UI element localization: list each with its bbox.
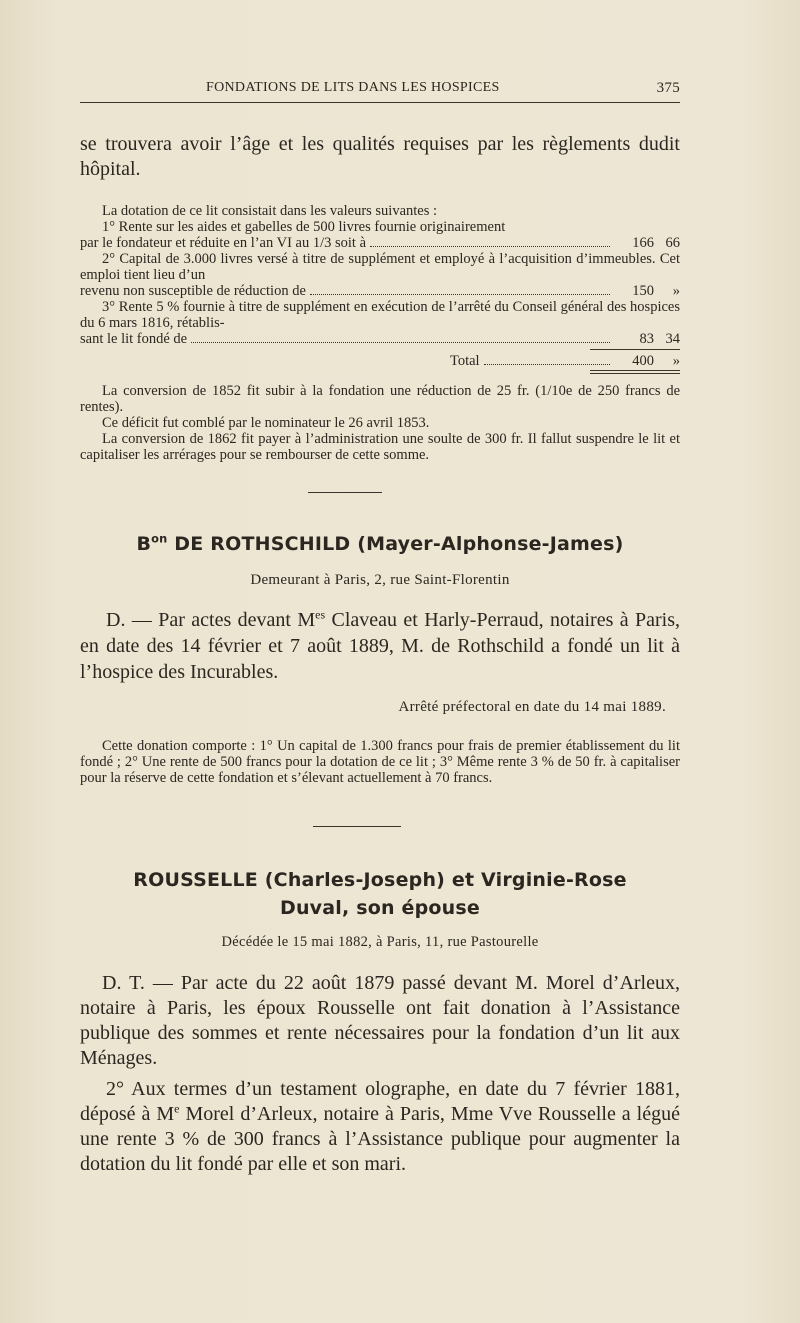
dotation-item2: 2° Capital de 3.000 livres versé à titre de supplément et employé à l’acquisition d’immeubles. Cet emploi tient lieu d’un: [80, 251, 680, 283]
rousselle-deceased: Décédée le 15 mai 1882, à Paris, 11, rue Pastourelle: [221, 934, 539, 950]
dotation-section: [80, 203, 680, 375]
dotation-item1-last: par le fondateur et réduite en l’an VI au 1/3 soit à: [80, 235, 366, 251]
continuation-paragraph: [80, 132, 680, 182]
para-superscript: es: [315, 607, 326, 622]
running-head-title: FONDATIONS DE LITS DANS LES HOSPICES: [206, 80, 500, 95]
dotation-item3-line: [80, 331, 680, 347]
dotation-total-line: [80, 353, 680, 369]
para-start: D. — Par actes devant M: [106, 609, 316, 631]
para-rest: Claveau et Harly-Perraud, notaires à Paris, en date des 14 février et 7 août 1889, M. de Rothschild a fondé un lit à l’hospice des Incurables.: [80, 609, 681, 683]
page-number: 375: [656, 80, 680, 96]
amount-francs: 150: [632, 283, 654, 299]
sum-rule: [590, 349, 680, 350]
double-rule-top: [590, 370, 680, 371]
rousselle-title-line1: ROUSSELLE (Charles-Joseph) et Virginie-Rose: [133, 869, 627, 891]
rousselle-entry: [80, 866, 680, 1177]
rousselle-paragraph1: D. T. — Par acte du 22 août 1879 passé devant M. Morel d’Arleux, notaire à Paris, les époux Rousselle ont fait donation à l’Assistance publique des sommes et rente nécessaires pour la fondation d’un lit aux Ménages.: [80, 972, 680, 1069]
dotation-intro: La dotation de ce lit consistait dans les valeurs suivantes :: [102, 203, 438, 219]
rothschild-arrete: Arrêté préfectoral en date du 14 mai 1889.: [398, 699, 666, 715]
rothschild-address: Demeurant à Paris, 2, rue Saint-Florentin: [250, 572, 510, 588]
section-separator: [313, 826, 401, 827]
dotation-item1: 1° Rente sur les aides et gabelles de 500 livres fournie originairement: [102, 219, 506, 235]
dot-leader: [191, 341, 610, 343]
note-conversion-1862: La conversion de 1862 fit payer à l’administration une soulte de 300 fr. Il fallut suspendre le lit et capitaliser les arrérages pour se rembourser de cette somme.: [80, 431, 680, 463]
total-label: Total: [450, 353, 480, 369]
dotation-item2-value: [614, 283, 680, 299]
rothschild-title: [80, 530, 680, 558]
rothschild-entry: [80, 530, 680, 786]
dotation-item3: 3° Rente 5 % fournie à titre de supplément en exécution de l’arrêté du Conseil général des hospices du 6 mars 1816, rétablis-: [80, 299, 680, 331]
rousselle-title-line2: Duval, son épouse: [279, 897, 480, 919]
dot-leader: [484, 363, 610, 365]
dotation-item3-value: [614, 331, 680, 347]
amount-cents: 66: [665, 235, 680, 251]
rothschild-paragraph: [80, 607, 680, 685]
amount-cents: »: [672, 353, 680, 369]
dotation-item1-line: [80, 235, 680, 251]
para-start: 2° Aux termes d’un testament olographe, en date du 7 février 1881, déposé à M: [80, 1078, 680, 1125]
section-separator: [308, 492, 382, 493]
title-superscript: on: [151, 531, 168, 546]
rothschild-donation: Cette donation comporte : 1° Un capital de 1.300 francs pour frais de premier établissement du lit fondé ; 2° Une rente de 500 francs pour la dotation de ce lit ; 3° Même rente 3 % de 50 fr. à capitaliser pour la réserve de cette fondation et s’élevant actuellement à 70 francs.: [80, 738, 680, 786]
note-deficit: Ce déficit fut comblé par le nominateur le 26 avril 1853.: [102, 415, 430, 431]
amount-francs: 166: [632, 235, 654, 251]
dot-leader: [310, 293, 610, 295]
dot-leader: [370, 245, 610, 247]
dotation-item2-last: revenu non susceptible de réduction de: [80, 283, 306, 299]
dotation-item2-line: [80, 283, 680, 299]
dotation-item1-value: [614, 235, 680, 251]
sum-rule-wrap: [80, 347, 680, 353]
dotation-item3-last: sant le lit fondé de: [80, 331, 188, 347]
amount-francs: 83: [639, 331, 654, 347]
para-superscript: e: [174, 1101, 180, 1116]
continuation-text: se trouvera avoir l’âge et les qualités requises par les règlements dudit hôpital.: [80, 133, 680, 180]
conversion-notes: [80, 383, 680, 463]
header-rule: [80, 102, 680, 103]
rousselle-paragraph2: [80, 1077, 680, 1177]
total-double-rule: [80, 369, 680, 375]
amount-cents: »: [672, 283, 680, 299]
total-value: [614, 353, 680, 369]
amount-francs: 400: [632, 353, 654, 369]
title-prefix: B: [136, 533, 152, 555]
note-conversion-1852: La conversion de 1852 fit subir à la fondation une réduction de 25 fr. (1/10e de 250 francs de rentes).: [80, 383, 680, 415]
title-rest: DE ROTHSCHILD (Mayer-Alphonse-James): [167, 533, 624, 555]
running-head: [80, 80, 680, 100]
para-rest: Morel d’Arleux, notaire à Paris, Mme Vve Rousselle a légué une rente 3 % de 300 francs à l’Assistance publique pour augmenter la dotation du lit fondé par elle et son mari.: [80, 1103, 680, 1175]
amount-cents: 34: [665, 331, 680, 347]
double-rule-bottom: [590, 373, 680, 374]
